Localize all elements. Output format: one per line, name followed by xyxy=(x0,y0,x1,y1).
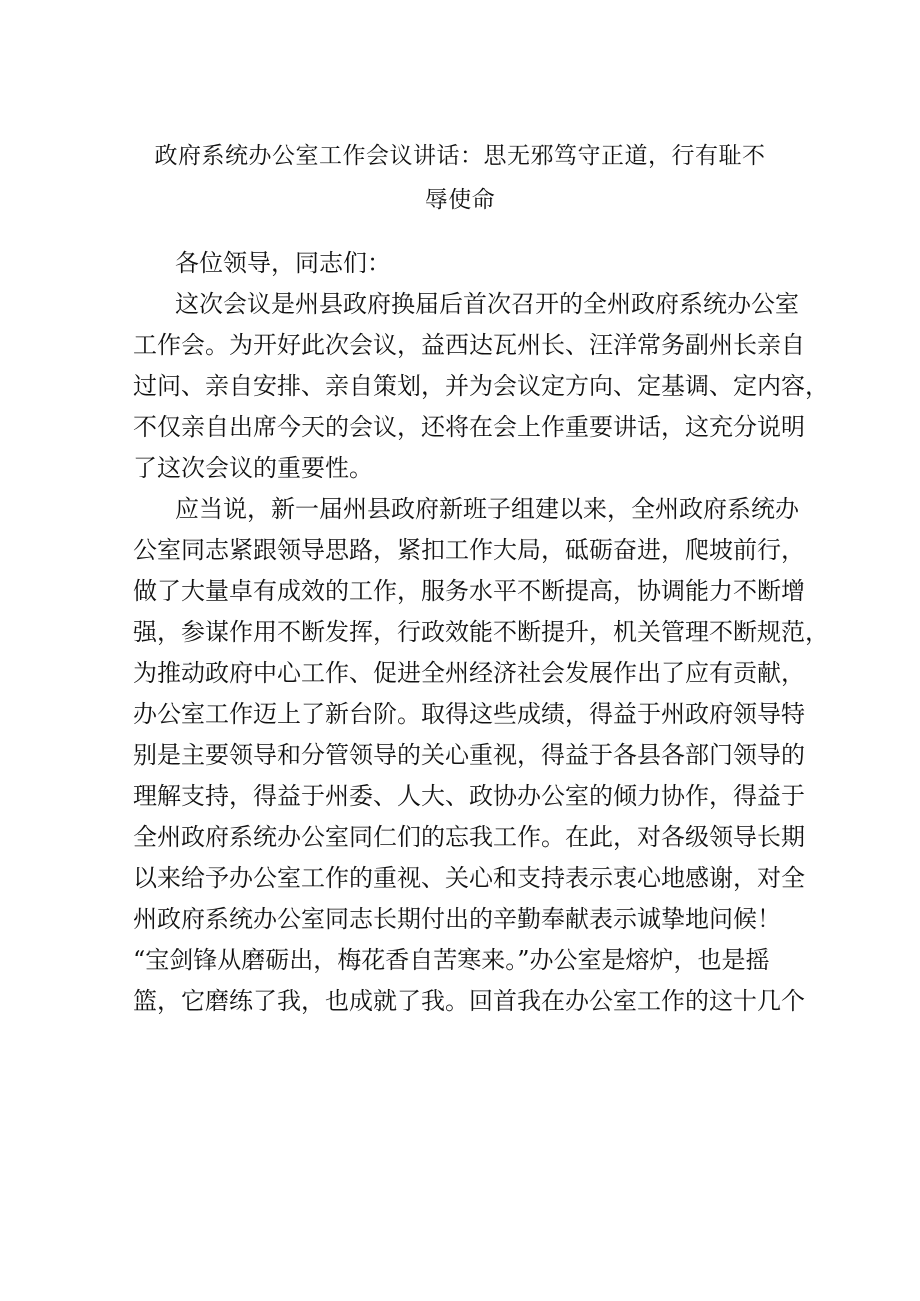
paragraph-line: 篮，它磨练了我，也成就了我。回首我在办公室工作的这十几个 xyxy=(133,987,805,1015)
paragraph-line: 办公室工作迈上了新台阶。取得这些成绩，得益于州政府领导特 xyxy=(133,700,805,728)
paragraph-line: 公室同志紧跟领导思路，紧扣工作大局，砥砺奋进，爬坡前行， xyxy=(133,536,805,564)
title-line: 政府系统办公室工作会议讲话：思无邪笃守正道，行有耻不 xyxy=(154,143,766,169)
document-title xyxy=(150,134,770,222)
salutation: 各位领导，同志们： xyxy=(175,249,391,277)
paragraph-line: 过问、亲自安排、亲自策划，并为会议定方向、定基调、定内容， xyxy=(133,372,829,400)
paragraph-line: “宝剑锋从磨砺出，梅花香自苦寒来。”办公室是熔炉，也是摇 xyxy=(133,946,770,974)
paragraph-line: 这次会议是州县政府换届后首次召开的全州政府系统办公室 xyxy=(175,290,799,318)
paragraph-line: 理解支持，得益于州委、人大、政协办公室的倾力协作，得益于 xyxy=(133,782,805,810)
paragraph-line: 了这次会议的重要性。 xyxy=(133,454,373,482)
paragraph-line: 为推动政府中心工作、促进全州经济社会发展作出了应有贡献， xyxy=(133,659,805,687)
paragraph-line: 全州政府系统办公室同仁们的忘我工作。在此，对各级领导长期 xyxy=(133,823,805,851)
paragraph-line: 别是主要领导和分管领导的关心重视，得益于各县各部门领导的 xyxy=(133,741,805,769)
document-body xyxy=(133,243,829,1022)
paragraph-line: 工作会。为开好此次会议，益西达瓦州长、汪洋常务副州长亲自 xyxy=(133,331,805,359)
paragraph-line: 不仅亲自出席今天的会议，还将在会上作重要讲话，这充分说明 xyxy=(133,413,805,441)
paragraph-line: 做了大量卓有成效的工作，服务水平不断提高，协调能力不断增 xyxy=(133,577,805,605)
paragraph-line: 州政府系统办公室同志长期付出的辛勤奉献表示诚挚地问候！ xyxy=(133,905,781,933)
paragraph-line: 应当说，新一届州县政府新班子组建以来，全州政府系统办 xyxy=(175,495,799,523)
paragraph-line: 强，参谋作用不断发挥，行政效能不断提升，机关管理不断规范， xyxy=(133,618,829,646)
paragraph-line: 以来给予办公室工作的重视、关心和支持表示衷心地感谢，对全 xyxy=(133,864,805,892)
title-line: 辱使命 xyxy=(424,187,496,213)
